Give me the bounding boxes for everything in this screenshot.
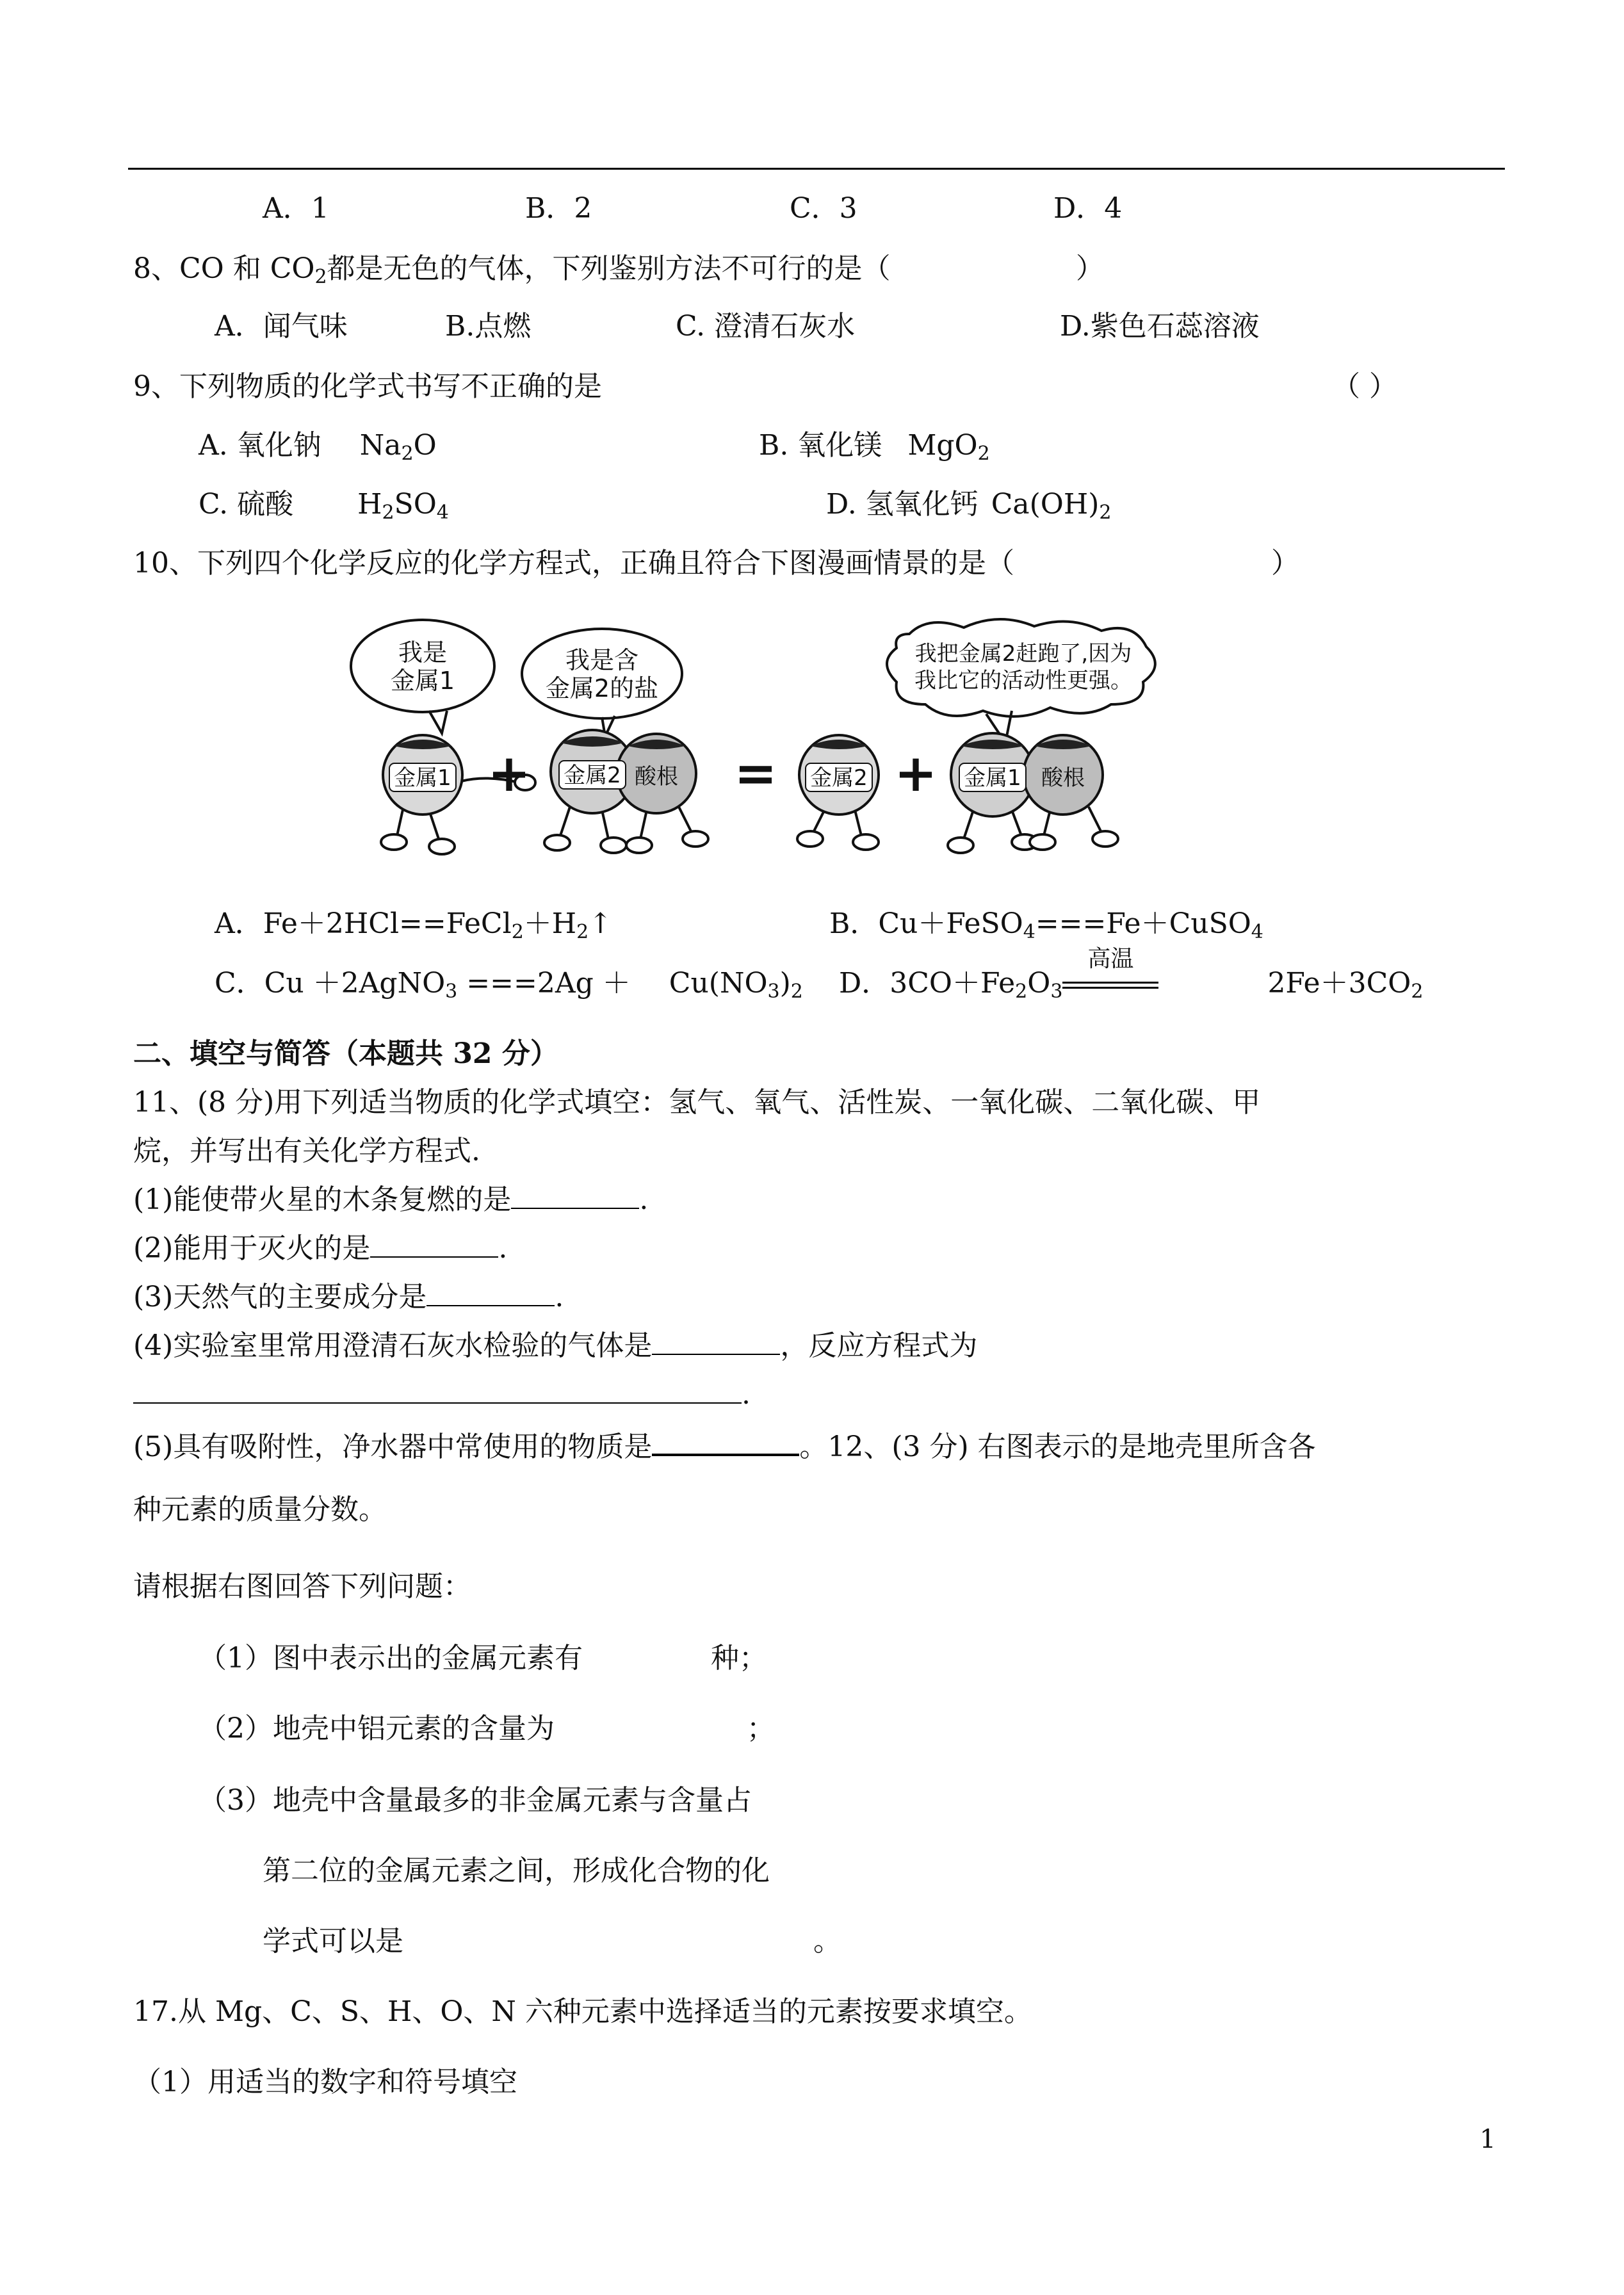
q8-option-a: A．闻气味 bbox=[215, 310, 348, 343]
q10-option-a: A．$Fe+2HCl==FeCl_2+H_2↑$ bbox=[215, 907, 613, 943]
bubble-2-line-2: 金属2的盐 bbox=[545, 674, 659, 702]
bubble-3-line-2: 我比它的活动性更强。 bbox=[914, 668, 1132, 693]
answer-blank[interactable] bbox=[426, 1279, 555, 1306]
answer-blank-equation[interactable] bbox=[133, 1377, 742, 1404]
q9-stem: 9、下列物质的化学式书写不正确的是 bbox=[133, 370, 602, 403]
q8-stem: 8、CO 和 $CO_2$都是无色的气体，下列鉴别方法不可行的是（ bbox=[133, 252, 891, 288]
q9-option-c: C. 硫酸 $H_2SO_4$ bbox=[199, 488, 449, 524]
metal-displacement-cartoon bbox=[333, 615, 1210, 864]
q12-stem-line-2: 种元素的质量分数。 bbox=[133, 1493, 387, 1526]
q11-sub-3: (3)天然气的主要成分是 . bbox=[133, 1281, 564, 1313]
q8-option-c: C. 澄清石灰水 bbox=[676, 310, 856, 343]
ball-label-metal-2-product: 金属2 bbox=[810, 765, 868, 791]
ball-label-metal-1-product: 金属1 bbox=[964, 765, 1021, 791]
ball-label-metal-2: 金属2 bbox=[564, 763, 621, 788]
q11-sub-5-and-q12-stem: (5)具有吸附性，净水器中常使用的物质是 。12、(3 分) 右图表示的是地壳里所含各 bbox=[133, 1428, 1316, 1465]
answer-blank[interactable] bbox=[511, 1182, 639, 1209]
q11-sub-1: (1)能使带火星的木条复燃的是 . bbox=[133, 1183, 649, 1216]
q11-stem-line-2: 烷，并写出有关化学方程式. bbox=[133, 1135, 480, 1167]
q12-sub-1: （1）图中表示出的金属元素有 种； bbox=[199, 1642, 767, 1675]
bubble-2-line-1: 我是含 bbox=[565, 646, 639, 674]
q7-option-c: C．3 bbox=[790, 192, 857, 225]
q9-option-b: B. 氧化镁 MgO$_2$ bbox=[759, 429, 990, 465]
q12-sub-2: （2）地壳中铝元素的含量为 ； bbox=[199, 1712, 775, 1745]
equals-sign: = bbox=[734, 743, 777, 803]
ball-label-acid-product: 酸根 bbox=[1041, 765, 1085, 791]
q10-stem: 10、下列四个化学反应的化学方程式，正确且符合下图漫画情景的是（ bbox=[133, 547, 1014, 580]
plus-sign-2: + bbox=[894, 743, 938, 803]
reaction-condition: 高温 bbox=[1062, 966, 1158, 1002]
q9-option-d: D. 氢氧化钙 $Ca(OH)_2$ bbox=[826, 488, 1112, 524]
q17-stem: 17.从 Mg、C、S、H、O、N 六种元素中选择适当的元素按要求填空。 bbox=[133, 1995, 1032, 2028]
page-number: 1 bbox=[1479, 2125, 1496, 2154]
answer-blank[interactable] bbox=[652, 1428, 799, 1456]
q17-sub-1: （1）用适当的数字和符号填空 bbox=[133, 2066, 517, 2098]
q10-option-d: D．$3CO+Fe_2O_3$ 高温 $2Fe+3CO_2$ bbox=[839, 946, 1424, 1003]
q11-sub-4-equation-line: . bbox=[133, 1377, 751, 1413]
q10-option-c: C．Cu ＋2AgNO$_3$ $===2Ag + Cu(NO_3)_2$ bbox=[215, 967, 803, 1003]
q7-option-d: D．4 bbox=[1053, 192, 1123, 225]
answer-blank[interactable] bbox=[652, 1328, 780, 1355]
q10-option-b: B．Cu＋FeSO$_4$===Fe＋CuSO$_4$ bbox=[829, 907, 1263, 943]
bubble-3-line-1: 我把金属2赶跑了,因为 bbox=[914, 641, 1132, 667]
ball-label-acid: 酸根 bbox=[635, 764, 678, 790]
q12-sub-3-line-3: 学式可以是 。 bbox=[263, 1925, 841, 1958]
q9-option-a: A. 氧化钠 $Na_2O$ bbox=[199, 429, 437, 465]
q11-stem-line-1: 11、(8 分)用下列适当物质的化学式填空：氢气、氧气、活性炭、一氧化碳、二氧化碳、甲 bbox=[133, 1086, 1261, 1119]
q12-intro: 请根据右图回答下列问题： bbox=[133, 1570, 471, 1603]
q7-option-b: B．2 bbox=[525, 192, 592, 225]
q8-paren-close: ） bbox=[1076, 252, 1104, 285]
bubble-1-line-2: 金属1 bbox=[390, 667, 455, 695]
q9-paren: （ ） bbox=[1332, 370, 1397, 403]
q12-sub-3-line-2: 第二位的金属元素之间，形成化合物的化 bbox=[263, 1854, 770, 1887]
q8-option-b: B.点燃 bbox=[445, 310, 532, 343]
plus-sign-1: + bbox=[487, 743, 531, 803]
q12-sub-3-line-1: （3）地壳中含量最多的非金属元素与含量占 bbox=[199, 1784, 752, 1817]
answer-blank[interactable] bbox=[370, 1231, 498, 1258]
q11-sub-4: (4)实验室里常用澄清石灰水检验的气体是 ，反应方程式为 bbox=[133, 1329, 978, 1362]
q7-option-a: A．1 bbox=[263, 192, 329, 225]
q8-option-d: D.紫色石蕊溶液 bbox=[1060, 310, 1260, 343]
q10-paren-close: ） bbox=[1271, 547, 1299, 580]
ball-label-metal-1: 金属1 bbox=[394, 765, 451, 791]
header-rule bbox=[128, 168, 1505, 170]
section-2-title: 二、填空与简答（本题共 32 分） bbox=[133, 1037, 558, 1070]
bubble-1-line-1: 我是 bbox=[398, 638, 448, 667]
q11-sub-2: (2)能用于灭火的是 . bbox=[133, 1232, 508, 1265]
